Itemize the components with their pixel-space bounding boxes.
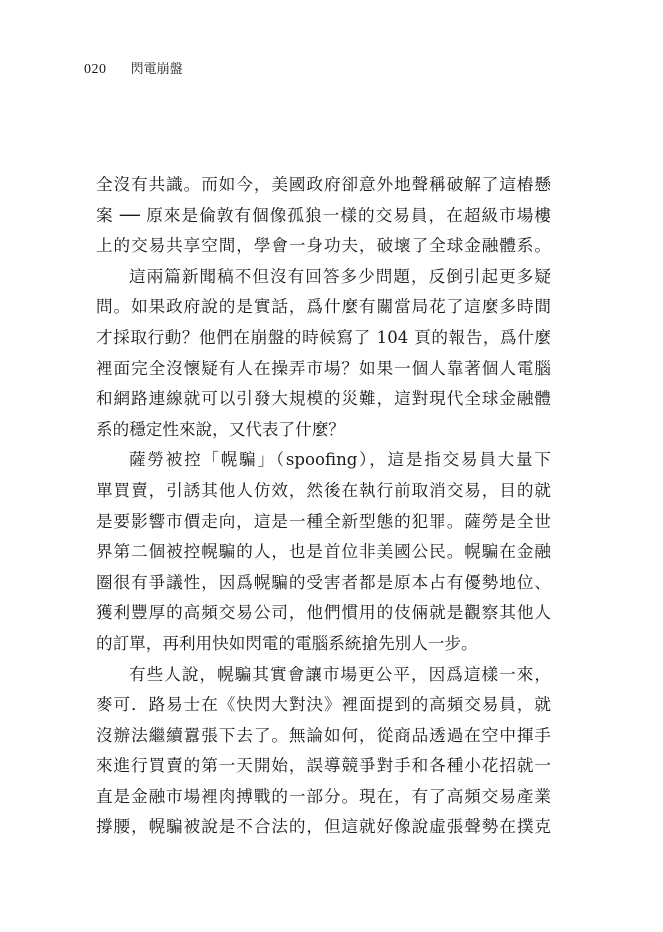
running-header: [84, 58, 183, 78]
text-line: 是要影響市價走向，這是一種全新型態的犯罪。薩勞是全世: [96, 511, 551, 531]
paragraph-1: [96, 170, 551, 262]
text-line: 問。如果政府說的是實話，爲什麼有關當局花了這麼多時間: [96, 297, 551, 317]
text-line: 裡面完全沒懷疑有人在操弄市場？如果一個人靠著個人電腦: [96, 358, 551, 378]
text-line: 有些人說，幌騙其實會讓市場更公平，因爲這樣一來，: [129, 664, 551, 684]
text-line: 全沒有共識。而如今，美國政府卻意外地聲稱破解了這樁懸: [96, 175, 551, 194]
text-line: 撐腰，幌騙被說是不合法的，但這就好像說虛張聲勢在撲克: [96, 817, 551, 837]
body-text: [96, 170, 551, 843]
paragraph-4: [96, 660, 551, 844]
text-line: 和網路連線就可以引發大規模的災難，這對現代全球金融體: [96, 389, 551, 409]
text-line: 系的穩定性來說，又代表了什麼？: [96, 419, 345, 439]
text-line: 獲利豐厚的高頻交易公司，他們慣用的伎倆就是觀察其他人: [96, 603, 551, 623]
paragraph-2: [96, 262, 551, 446]
text-line: 上的交易共享空間，學會一身功夫，破壞了全球金融體系。: [96, 236, 551, 256]
text-line: 沒辦法繼續囂張下去了。無論如何，從商品透過在空中揮手: [96, 725, 551, 745]
book-title: 閃電崩盤: [130, 62, 183, 77]
text-line: 直是金融市場裡肉搏戰的一部分。現在，有了高頻交易產業: [96, 786, 551, 806]
text-line: 才採取行動？他們在崩盤的時候寫了 104 頁的報告，爲什麼: [96, 327, 551, 347]
text-line: 案 ── 原來是倫敦有個像孤狼一樣的交易員，在超級市場樓: [96, 205, 551, 225]
text-line: 單買賣，引誘其他人仿效，然後在執行前取消交易，目的就: [96, 480, 551, 500]
text-line: 圈很有爭議性，因爲幌騙的受害者都是原本占有優勢地位、: [96, 572, 551, 592]
text-line: 薩勞被控「幌騙」（spoofing），這是指交易員大量下: [129, 450, 551, 470]
page-number: 020: [84, 62, 107, 77]
text-line: 麥可．路易士在《快閃大對決》裡面提到的高頻交易員，就: [96, 695, 551, 715]
text-line: 的訂單，再利用快如閃電的電腦系統搶先別人一步。: [96, 633, 478, 653]
text-line: 這兩篇新聞稿不但沒有回答多少問題，反倒引起更多疑: [129, 266, 551, 286]
text-line: 界第二個被控幌騙的人，也是首位非美國公民。幌騙在金融: [96, 542, 551, 562]
text-line: 來進行買賣的第一天開始，誤導競爭對手和各種小花招就一: [96, 756, 551, 776]
paragraph-3: [96, 445, 551, 659]
